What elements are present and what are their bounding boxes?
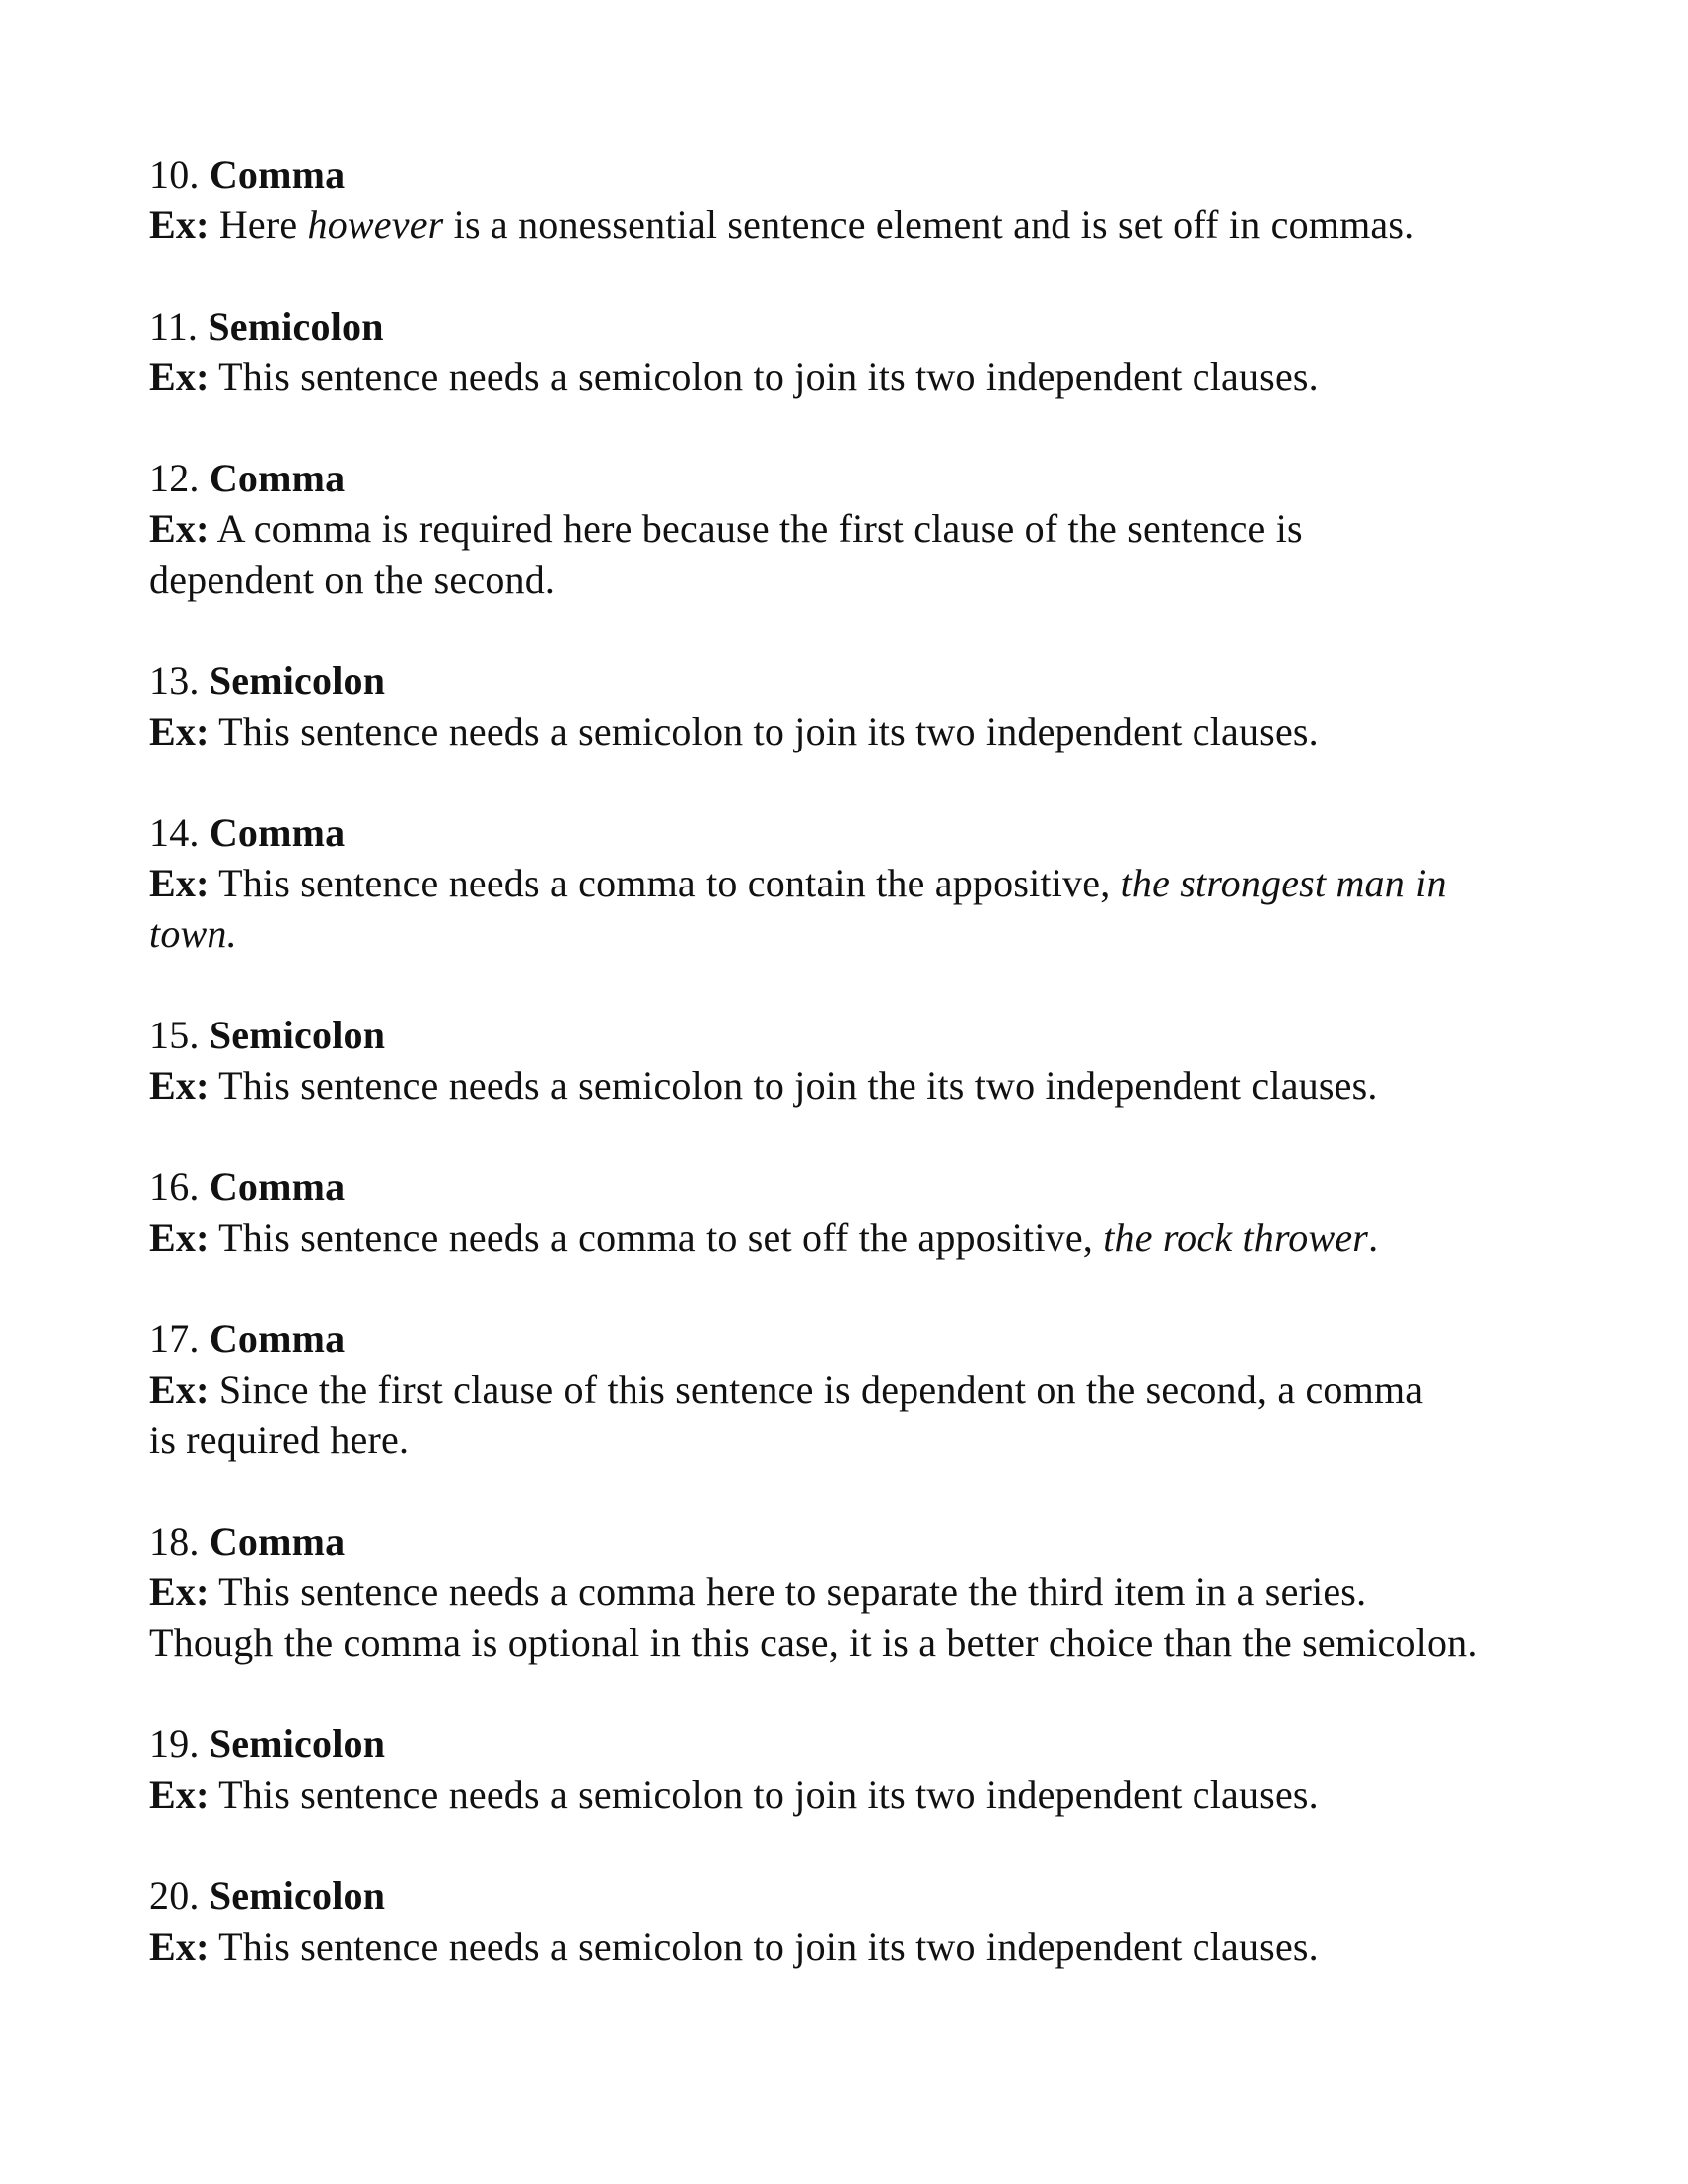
answer-item-20 [149, 1870, 1539, 1972]
explanation [149, 1567, 1479, 1668]
answer-heading [149, 807, 1539, 858]
explanation-text-after: . [1368, 1215, 1379, 1260]
answer-heading [149, 1870, 1539, 1921]
explanation [149, 1364, 1430, 1465]
answer-heading [149, 1516, 1539, 1567]
answer-label: Semicolon [209, 658, 386, 703]
item-number: 14. [149, 810, 200, 855]
explanation-italic: the rock thrower [1103, 1215, 1369, 1260]
ex-label: Ex: [149, 354, 210, 399]
explanation-text: Since the first clause of this sentence is dependent on the second, a comma is required here. [149, 1367, 1424, 1462]
explanation [149, 351, 1539, 402]
explanation [149, 1212, 1539, 1263]
answer-label: Comma [209, 456, 346, 500]
explanation-italic: the strongest man in town. [149, 861, 1447, 956]
ex-label: Ex: [149, 1367, 210, 1412]
ex-label: Ex: [149, 1570, 210, 1614]
answer-label: Semicolon [209, 1013, 386, 1057]
answer-label: Semicolon [208, 304, 384, 348]
explanation-text: This sentence needs a semicolon to join the its two independent clauses. [218, 1063, 1378, 1108]
ex-label: Ex: [149, 1063, 210, 1108]
explanation [149, 858, 1539, 959]
answer-item-19 [149, 1718, 1539, 1820]
answer-heading [149, 149, 1539, 200]
answer-item-17 [149, 1313, 1539, 1465]
explanation [149, 1769, 1539, 1820]
answer-heading [149, 1161, 1539, 1212]
answer-item-16 [149, 1161, 1539, 1263]
explanation [149, 1060, 1539, 1111]
answer-heading [149, 1010, 1539, 1060]
answer-heading [149, 1718, 1539, 1769]
answer-heading [149, 655, 1539, 706]
answer-item-18 [149, 1516, 1539, 1668]
answer-key-page [149, 149, 1539, 2022]
explanation [149, 503, 1430, 605]
ex-label: Ex: [149, 203, 210, 247]
ex-label: Ex: [149, 861, 210, 905]
explanation-text: Here [218, 203, 308, 247]
explanation-text: This sentence needs a comma here to separate the third item in a series. Though the comma is optional in this case, it is a better choice than the semicolon. [149, 1570, 1477, 1665]
explanation-text: This sentence needs a semicolon to join its two independent clauses. [218, 709, 1319, 753]
explanation-text: This sentence needs a comma to set off the appositive, [218, 1215, 1104, 1260]
item-number: 11. [149, 304, 199, 348]
item-number: 15. [149, 1013, 200, 1057]
answer-label: Comma [209, 1164, 346, 1209]
explanation [149, 706, 1539, 756]
ex-label: Ex: [149, 1924, 210, 1969]
answer-item-14 [149, 807, 1539, 959]
explanation-text: This sentence needs a comma to contain the appositive, [218, 861, 1121, 905]
answer-label: Semicolon [209, 1721, 386, 1766]
answer-heading [149, 301, 1539, 351]
item-number: 19. [149, 1721, 200, 1766]
answer-item-13 [149, 655, 1539, 756]
item-number: 13. [149, 658, 200, 703]
item-number: 12. [149, 456, 200, 500]
answer-item-11 [149, 301, 1539, 402]
item-number: 10. [149, 152, 200, 197]
item-number: 18. [149, 1519, 200, 1564]
explanation-text: This sentence needs a semicolon to join its two independent clauses. [218, 1924, 1319, 1969]
answer-item-15 [149, 1010, 1539, 1111]
ex-label: Ex: [149, 1215, 210, 1260]
explanation [149, 1921, 1539, 1972]
answer-heading [149, 1313, 1539, 1364]
answer-label: Comma [209, 1316, 346, 1361]
explanation-text: This sentence needs a semicolon to join its two independent clauses. [218, 354, 1319, 399]
answer-item-12 [149, 453, 1539, 605]
ex-label: Ex: [149, 709, 210, 753]
item-number: 17. [149, 1316, 200, 1361]
answer-item-10 [149, 149, 1539, 250]
answer-label: Comma [209, 152, 346, 197]
item-number: 16. [149, 1164, 200, 1209]
answer-heading [149, 453, 1539, 503]
ex-label: Ex: [149, 506, 210, 551]
answer-label: Comma [209, 810, 346, 855]
explanation-text: A comma is required here because the first clause of the sentence is dependent on the second. [149, 506, 1303, 602]
explanation-text-after: is a nonessential sentence element and is set off in commas. [443, 203, 1415, 247]
answer-label: Semicolon [209, 1873, 386, 1918]
item-number: 20. [149, 1873, 200, 1918]
answer-label: Comma [209, 1519, 346, 1564]
ex-label: Ex: [149, 1772, 210, 1817]
explanation-text: This sentence needs a semicolon to join its two independent clauses. [218, 1772, 1319, 1817]
explanation-italic: however [307, 203, 444, 247]
explanation [149, 200, 1539, 250]
